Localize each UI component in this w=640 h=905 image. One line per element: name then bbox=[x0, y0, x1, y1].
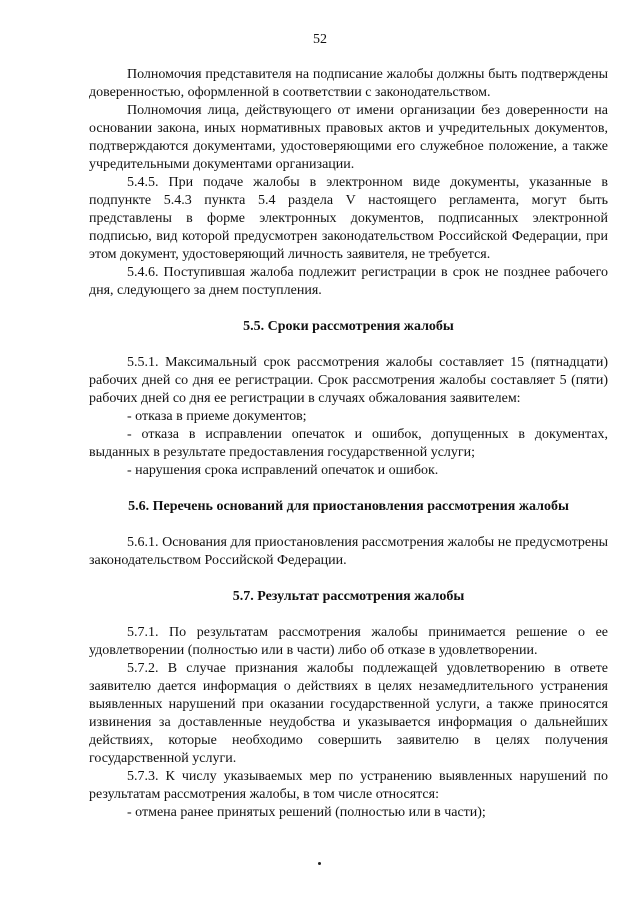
paragraph-5-4-5: 5.4.5. При подаче жалобы в электронном виде документы, указанные в подпункте 5.4.3 пункта 5.4 раздела V настоящего регламента, могут быть представлены в форме электронных документов, подписанных электронной подписью, вид которой предусмотрен законодательством Российской Федерации, при этом документ, удостоверяющий личность заявителя, не требуется. bbox=[89, 175, 608, 262]
paragraph-5-6-1: 5.6.1. Основания для приостановления рассмотрения жалобы не предусмотрены законодательством Российской Федерации. bbox=[89, 535, 608, 568]
paragraph-5-7-3: 5.7.3. К числу указываемых мер по устранению выявленных нарушений по результатам рассмотрения жалобы, в том числе относятся: bbox=[89, 769, 608, 802]
list-item-dash-1: - отказа в приеме документов; bbox=[127, 409, 307, 424]
paragraph-5-7-1: 5.7.1. По результатам рассмотрения жалобы принимается решение о ее удовлетворении (полностью или в части) либо об отказе в удовлетворении. bbox=[89, 625, 608, 658]
paragraph-organization-authority: Полномочия лица, действующего от имени организации без доверенности на основании закона, иных нормативных правовых актов и учредительных документов, подтверждаются документами, удостоверяющими его служебное положение, а также учредительными документами организации. bbox=[89, 103, 608, 172]
scan-dot-mark bbox=[318, 862, 321, 865]
list-item-dash-3: - нарушения срока исправлений опечаток и ошибок. bbox=[127, 463, 439, 478]
list-item-dash-2: - отказа в исправлении опечаток и ошибок, допущенных в документах, выданных в результате предоставления государственной услуги; bbox=[89, 427, 608, 460]
paragraph-5-7-2: 5.7.2. В случае признания жалобы подлежащей удовлетворению в ответе заявителю дается информация о действиях в целях незамедлительного устранения выявленных нарушений при оказании государственной услуги, а также приносятся извинения за доставленные неудобства и указывается информация о дальнейших действиях, которые необходимо совершить заявителю в целях получения государственной услуги. bbox=[89, 661, 608, 766]
paragraph-5-4-6: 5.4.6. Поступившая жалоба подлежит регистрации в срок не позднее рабочего дня, следующего за днем поступления. bbox=[89, 265, 608, 298]
heading-5-6: 5.6. Перечень оснований для приостановления рассмотрения жалобы bbox=[128, 499, 569, 514]
list-item-dash-4: - отмена ранее принятых решений (полностью или в части); bbox=[127, 805, 486, 820]
paragraph-representative-authority: Полномочия представителя на подписание жалобы должны быть подтверждены доверенностью, оформленной в соответствии с законодательством. bbox=[89, 67, 608, 100]
page-number: 52 bbox=[313, 32, 327, 47]
paragraph-5-5-1: 5.5.1. Максимальный срок рассмотрения жалобы составляет 15 (пятнадцати) рабочих дней со дня ее регистрации. Срок рассмотрения жалобы составляет 5 (пяти) рабочих дней со дня ее регистрации в случаях обжалования заявителем: bbox=[89, 355, 608, 406]
document-body bbox=[89, 66, 608, 822]
heading-5-7: 5.7. Результат рассмотрения жалобы bbox=[232, 589, 465, 604]
heading-5-5: 5.5. Сроки рассмотрения жалобы bbox=[243, 319, 454, 334]
